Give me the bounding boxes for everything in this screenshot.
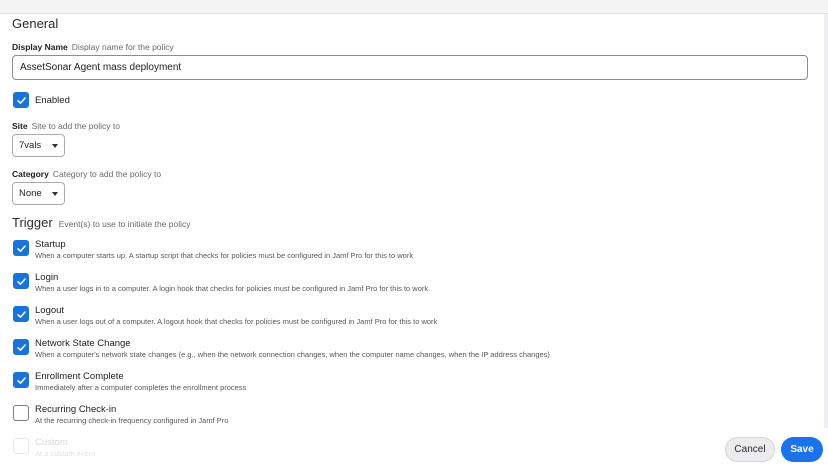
- site-select[interactable]: [12, 134, 65, 157]
- trigger-checkbox[interactable]: [13, 306, 29, 322]
- enabled-checkbox[interactable]: [13, 92, 29, 108]
- category-label: [12, 169, 161, 179]
- trigger-description: When a user logs in to a computer. A login hook that checks for policies must be configured in Jamf Pro for this to work: [35, 284, 429, 293]
- check-icon: [16, 375, 27, 386]
- trigger-checkbox[interactable]: [13, 405, 29, 421]
- site-select-value: 7vals: [19, 140, 42, 151]
- trigger-checkbox[interactable]: [13, 372, 29, 388]
- trigger-description: When a computer starts up. A startup script that checks for policies must be configured in Jamf Pro for this to work: [35, 251, 414, 260]
- chevron-down-icon: [52, 144, 58, 148]
- trigger-checkbox[interactable]: [13, 240, 29, 256]
- site-label: [12, 121, 120, 131]
- enabled-label: Enabled: [35, 95, 70, 106]
- trigger-description: When a computer's network state changes (e.g., when the network connection changes, when the computer name changes, when the IP address changes): [35, 350, 550, 359]
- trigger-label: Logout: [35, 305, 65, 316]
- trigger-label: Startup: [35, 239, 66, 250]
- trigger-description: At the recurring check-in frequency configured in Jamf Pro: [35, 416, 229, 425]
- chevron-down-icon: [52, 192, 58, 196]
- trigger-title-text: Trigger: [12, 215, 53, 230]
- trigger-label: Recurring Check-in: [35, 404, 117, 415]
- category-select[interactable]: [12, 182, 65, 205]
- check-icon: [16, 95, 27, 106]
- display-name-label: [12, 42, 174, 52]
- save-button[interactable]: Save: [781, 437, 823, 462]
- scrollbar-track[interactable]: [824, 14, 828, 434]
- category-hint: Category to add the policy to: [52, 169, 162, 179]
- check-icon: [16, 309, 27, 320]
- trigger-label: Login: [35, 272, 59, 283]
- trigger-description: When a user logs out of a computer. A logout hook that checks for policies must be configured in Jamf Pro for this to work: [35, 317, 438, 326]
- top-bar: [0, 0, 828, 14]
- cancel-button[interactable]: Cancel: [725, 437, 775, 462]
- trigger-label: Enrollment Complete: [35, 371, 124, 382]
- trigger-label: Network State Change: [35, 338, 131, 349]
- display-name-hint: Display name for the policy: [71, 42, 174, 52]
- display-name-input[interactable]: [12, 55, 808, 80]
- category-select-value: None: [19, 188, 42, 199]
- site-label-text: Site: [12, 121, 28, 131]
- trigger-checkbox[interactable]: [13, 339, 29, 355]
- check-icon: [16, 342, 27, 353]
- check-icon: [16, 243, 27, 254]
- site-hint: Site to add the policy to: [31, 121, 120, 131]
- trigger-checkbox[interactable]: [13, 273, 29, 289]
- display-name-label-text: Display Name: [12, 42, 68, 52]
- check-icon: [16, 276, 27, 287]
- category-label-text: Category: [12, 169, 49, 179]
- section-title-general: General: [12, 16, 59, 31]
- footer-bar: [0, 428, 828, 472]
- trigger-description: Immediately after a computer completes the enrollment process: [35, 383, 247, 392]
- trigger-hint: Event(s) to use to initiate the policy: [58, 219, 191, 229]
- section-title-trigger: [12, 215, 191, 230]
